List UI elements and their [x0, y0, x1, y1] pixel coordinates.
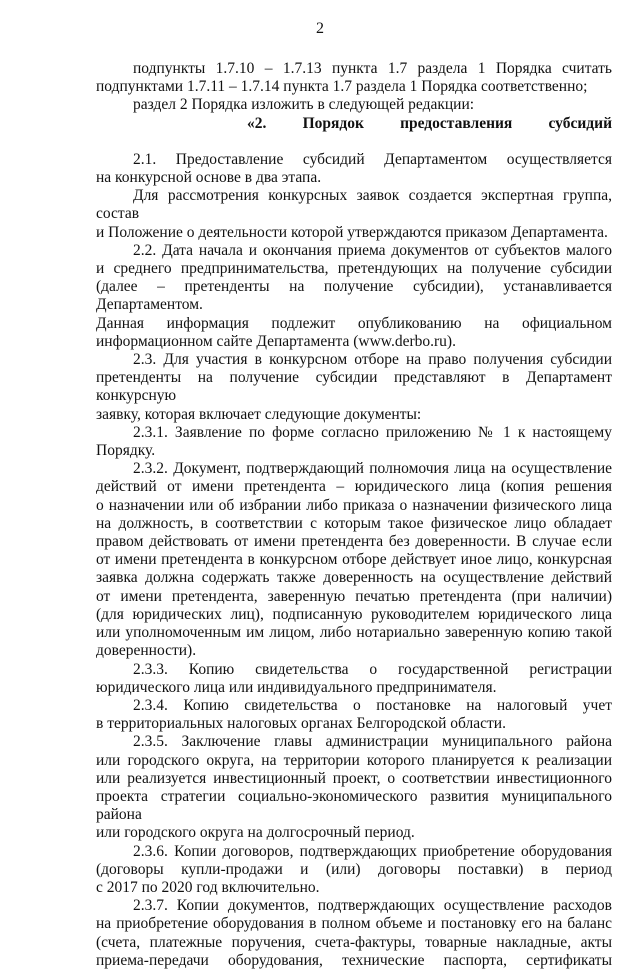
text-line: (договоры купли-продажи и (или) договоры поставки) в период	[96, 860, 612, 878]
text-line: 2.3.2. Документ, подтверждающий полномочия лица на осуществление	[133, 460, 612, 478]
text-line: подпунктами 1.7.11 – 1.7.14 пункта 1.7 раздела 1 Порядка соответственно;	[96, 78, 588, 96]
text-line: на должность, в соответствии с которым такое физическое лицо обладает	[96, 514, 612, 532]
text-line: юридического лица или индивидуального предпринимателя.	[96, 678, 497, 696]
text-line: в территориальных налоговых органах Белгородской области.	[96, 715, 506, 733]
page-number: 2	[316, 20, 324, 37]
text-line: Для рассмотрения конкурсных заявок создается экспертная группа, состав	[96, 187, 612, 223]
text-line: заявка должна содержать также доверенность на осуществление действий	[96, 569, 612, 587]
text-line: или уполномоченным им лицом, либо нотариально заверенную копию такой	[96, 624, 612, 642]
text-line: действий от имени претендента – юридического лица (копия решения	[96, 478, 612, 496]
text-line: заявку, которая включает следующие документы:	[96, 405, 422, 423]
text-line: Порядку.	[96, 442, 156, 460]
text-line: претенденты на получение субсидии представляют в Департамент конкурсную	[96, 369, 612, 405]
text-line: (счета, платежные поручения, счета-фактуры, товарные накладные, акты	[96, 933, 612, 951]
text-line: Данная информация подлежит опубликованию на официальном	[96, 314, 612, 332]
text-line: от имени претендента, заверенную печатью претендента (при наличии)	[96, 587, 612, 605]
text-line: на приобретение оборудования в полном объеме и постановку его на баланс	[96, 915, 612, 933]
text-line: (далее – претенденты на получение субсидии), устанавливается Департаментом.	[96, 278, 612, 314]
text-line: на конкурсной основе в два этапа.	[96, 169, 322, 187]
text-line: 2.1. Предоставление субсидий Департаментом осуществляется	[133, 150, 612, 168]
text-line: приема-передачи оборудования, технические паспорта, сертификаты	[96, 951, 612, 969]
text-line: с 2017 по 2020 год включительно.	[96, 878, 320, 896]
text-line: 2.3. Для участия в конкурсном отборе на право получения субсидии	[133, 351, 612, 369]
text-line: правом действовать от имени претендента без доверенности. В случае если	[96, 533, 612, 551]
text-line: подпункты 1.7.10 – 1.7.13 пункта 1.7 раздела 1 Порядка считать	[133, 60, 612, 77]
text-line: доверенности).	[96, 642, 197, 660]
text-line: (для юридических лиц), подписанную руководителем юридического лица	[96, 605, 612, 623]
text-line: 2.2. Дата начала и окончания приема документов от субъектов малого	[133, 241, 612, 259]
text-line: и среднего предпринимательства, претендующих на получение субсидии	[96, 260, 612, 278]
text-line: или городского округа, на территории которого планируется к реализации	[96, 751, 612, 769]
text-line: информационном сайте Департамента (www.derbo.ru).	[96, 332, 456, 350]
text-line: или реализуется инвестиционный проект, о соответствии инвестиционного	[96, 769, 612, 787]
text-line: раздел 2 Порядка изложить в следующей редакции:	[133, 96, 475, 114]
document-body	[96, 60, 612, 970]
text-line: 2.3.1. Заявление по форме согласно приложению № 1 к настоящему	[133, 423, 612, 441]
text-line: 2.3.5. Заключение главы администрации муниципального района	[133, 733, 612, 751]
text-line: проекта стратегии социально-экономического развития муниципального района	[96, 787, 612, 824]
text-line: 2.3.4. Копию свидетельства о постановке на налоговый учет	[133, 696, 612, 714]
paragraph-gap	[96, 133, 612, 151]
text-line: о назначении или об избрании либо приказа о назначении физического лица	[96, 496, 612, 514]
text-line: 2.3.6. Копии договоров, подтверждающих приобретение оборудования	[133, 842, 612, 860]
text-line: и Положение о деятельности которой утверждаются приказом Департамента.	[96, 223, 608, 241]
section-heading: «2. Порядок предоставления субсидий	[247, 114, 612, 132]
text-line: 2.3.3. Копию свидетельства о государственной регистрации	[133, 660, 612, 678]
text-line: 2.3.7. Копии документов, подтверждающих осуществление расходов	[133, 897, 612, 915]
text-line: или городского округа на долгосрочный период.	[96, 824, 415, 842]
text-line: от имени претендента в конкурсном отборе действует иное лицо, конкурсная	[96, 551, 612, 569]
